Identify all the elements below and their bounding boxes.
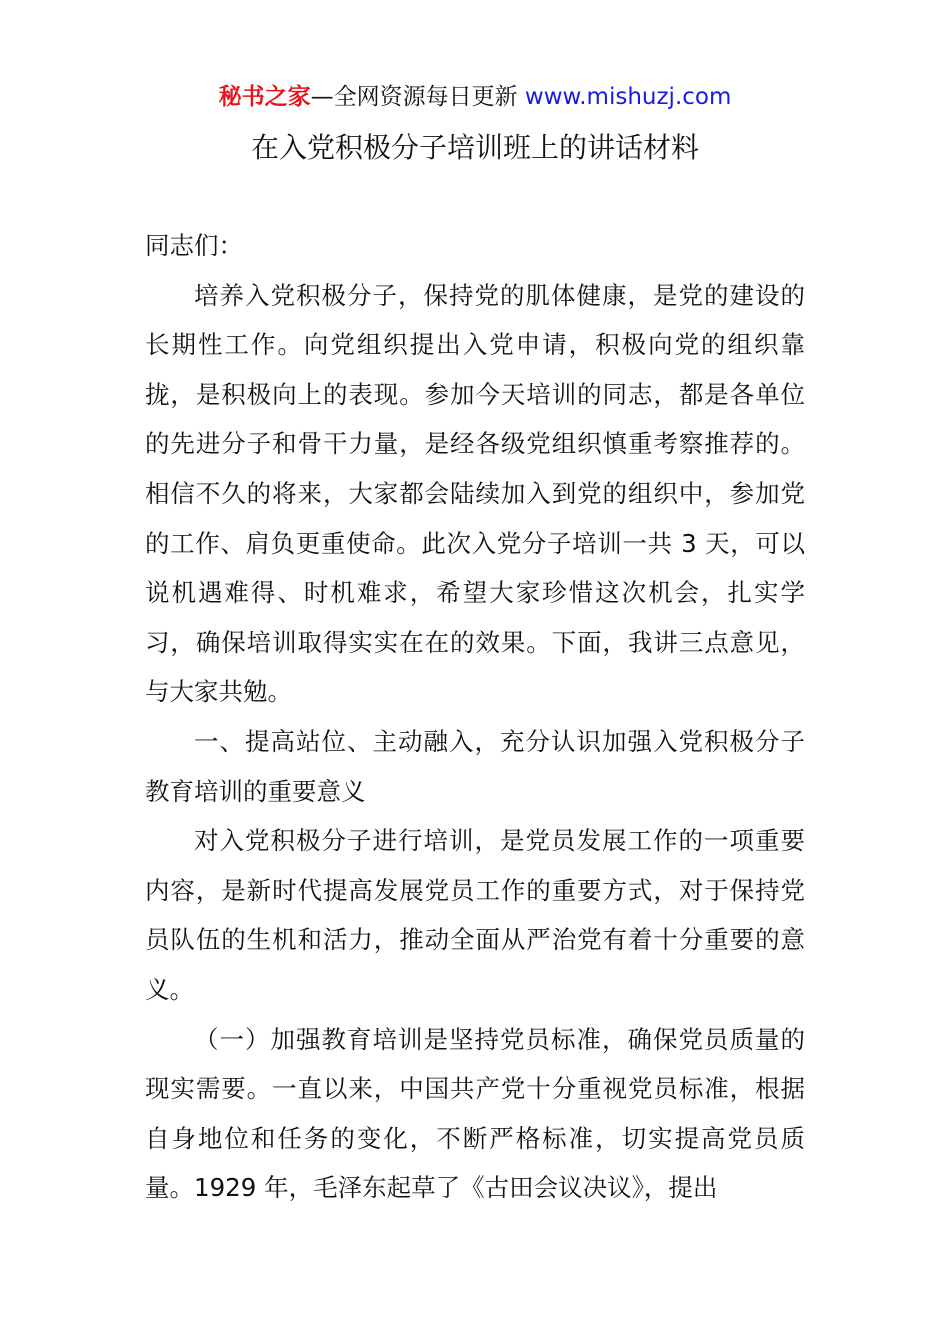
paragraph: （一）加强教育培训是坚持党员标准，确保党员质量的现实需要。一直以来，中国共产党十分重视党员标准，根据自身地位和任务的变化，不断严格标准，切实提高党员质量。1929 年，毛泽东起草了《古田会议决议》，提出	[145, 1024, 805, 1203]
paragraph: 培养入党积极分子，保持党的肌体健康，是党的建设的长期性工作。向党组织提出入党申请，积极向党的组织靠拢，是积极向上的表现。参加今天培训的同志，都是各单位的先进分子和骨干力量，是经各级党组织慎重考察推荐的。相信不久的将来，大家都会陆续加入到党的组织中，参加党的工作、肩负更重使命。此次入党分子培训一共 3 天，可以说机遇难得、时机难求，希望大家珍惜这次机会，扎实学习，确保培训取得实实在在的效果。下面，我讲三点意见，与大家共勉。	[145, 280, 805, 707]
site-header	[0, 80, 950, 114]
header-tagline: —全网资源每日更新	[310, 84, 525, 110]
section-heading: 一、提高站位、主动融入，充分认识加强入党积极分子教育培训的重要意义	[145, 726, 805, 806]
document-title: 在入党积极分子培训班上的讲话材料	[250, 131, 699, 164]
document-body	[145, 221, 805, 1213]
paragraph: 对入党积极分子进行培训，是党员发展工作的一项重要内容，是新时代提高发展党员工作的重要方式，对于保持党员队伍的生机和活力，推动全面从严治党有着十分重要的意义。	[145, 826, 805, 1004]
header-url[interactable]: www.mishuzj.com	[524, 84, 732, 110]
salutation: 同志们：	[145, 231, 243, 260]
brand-name: 秘书之家	[218, 84, 311, 110]
